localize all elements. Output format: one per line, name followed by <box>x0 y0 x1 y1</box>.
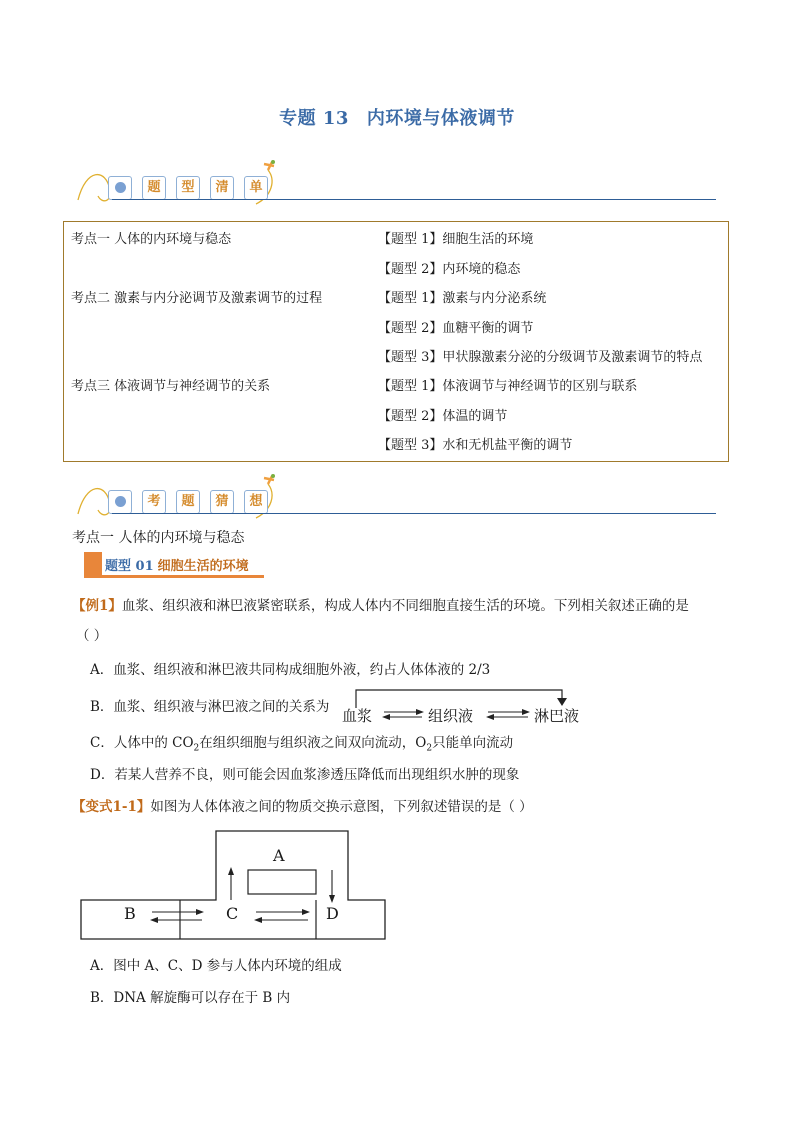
table-right-cell: 【题型 1】体液调节与神经调节的区别与联系 <box>378 379 638 394</box>
option-d: D．若某人营养不良，则可能会因血浆渗透压降低而出现组织水肿的现象 <box>90 767 520 783</box>
fluid-relation-diagram <box>342 686 602 726</box>
option-c: C．人体中的 $CO_2$在组织细胞与组织液之间双向流动，$O_2$只能单向流动 <box>90 735 514 754</box>
variant-stem: 【变式1-1】如图为人体体液之间的物质交换示意图，下列叙述错误的是（ ） <box>72 799 533 815</box>
banner-rule <box>112 199 716 200</box>
fluid-exchange-diagram <box>80 830 388 942</box>
banner-question-list <box>76 152 716 208</box>
type-label: 题型 01 <box>105 559 154 574</box>
example-tag: 【例1】 <box>72 598 122 614</box>
banner-char-tile: 题 <box>176 490 200 514</box>
table-right-cell: 【题型 3】水和无机盐平衡的调节 <box>378 438 573 453</box>
table-right-cell: 【题型 2】血糖平衡的调节 <box>378 321 534 336</box>
banner-char-tile: 单 <box>244 176 268 200</box>
title-number: 专题 13 <box>279 108 349 129</box>
diagram-node: 组织液 <box>428 707 474 725</box>
diagram-label-b: B <box>124 904 136 923</box>
diagram-label-d: D <box>326 904 339 923</box>
table-right-cell: 【题型 2】内环境的稳态 <box>378 262 521 277</box>
table-right-cell: 【题型 1】细胞生活的环境 <box>378 232 534 247</box>
table-left-cell: 考点三 体液调节与神经调节的关系 <box>71 379 271 394</box>
question-type-table <box>63 221 729 462</box>
banner-circle-tile <box>108 490 132 514</box>
section-heading: 考点一 人体的内环境与稳态 <box>72 530 245 546</box>
table-right-cell: 【题型 2】体温的调节 <box>378 409 508 424</box>
table-right-cell: 【题型 3】甲状腺激素分泌的分级调节及激素调节的特点 <box>378 350 703 365</box>
table-left-cell: 考点一 人体的内环境与稳态 <box>71 232 232 247</box>
banner-rule <box>112 513 716 514</box>
table-right-cell: 【题型 1】激素与内分泌系统 <box>378 291 547 306</box>
banner-char-tile: 猜 <box>210 490 234 514</box>
banner-question-guess <box>76 466 716 522</box>
variant-option-a: A．图中 A、C、D 参与人体内环境的组成 <box>90 958 342 974</box>
banner-char-tile: 想 <box>244 490 268 514</box>
question-type-header <box>84 552 444 578</box>
page-title <box>0 104 794 130</box>
table-left-cell: 考点二 激素与内分泌调节及激素调节的过程 <box>71 291 323 306</box>
diagram-label-a: A <box>273 846 285 865</box>
option-a: A．血浆、组织液和淋巴液共同构成细胞外液，约占人体体液的 2/3 <box>90 662 491 678</box>
diagram-label-c: C <box>226 904 239 923</box>
banner-char-tile: 清 <box>210 176 234 200</box>
example-stem: 【例1】血浆、组织液和淋巴液紧密联系，构成人体内不同细胞直接生活的环境。下列相关叙述正确的是 <box>72 598 689 614</box>
variant-option-b: B．DNA 解旋酶可以存在于 B 内 <box>90 990 291 1006</box>
banner-circle-tile <box>108 176 132 200</box>
variant-tag: 【变式1-1】 <box>72 799 151 815</box>
type-title: 细胞生活的环境 <box>157 559 249 574</box>
banner-char-tile: 型 <box>176 176 200 200</box>
title-text: 内环境与体液调节 <box>366 108 515 129</box>
banner-char-tile: 考 <box>142 490 166 514</box>
answer-paren: （ ） <box>76 628 108 644</box>
option-b: B．血浆、组织液与淋巴液之间的关系为 <box>90 699 330 715</box>
banner-char-tile: 题 <box>142 176 166 200</box>
diagram-node: 淋巴液 <box>534 707 580 725</box>
diagram-node: 血浆 <box>342 707 373 725</box>
